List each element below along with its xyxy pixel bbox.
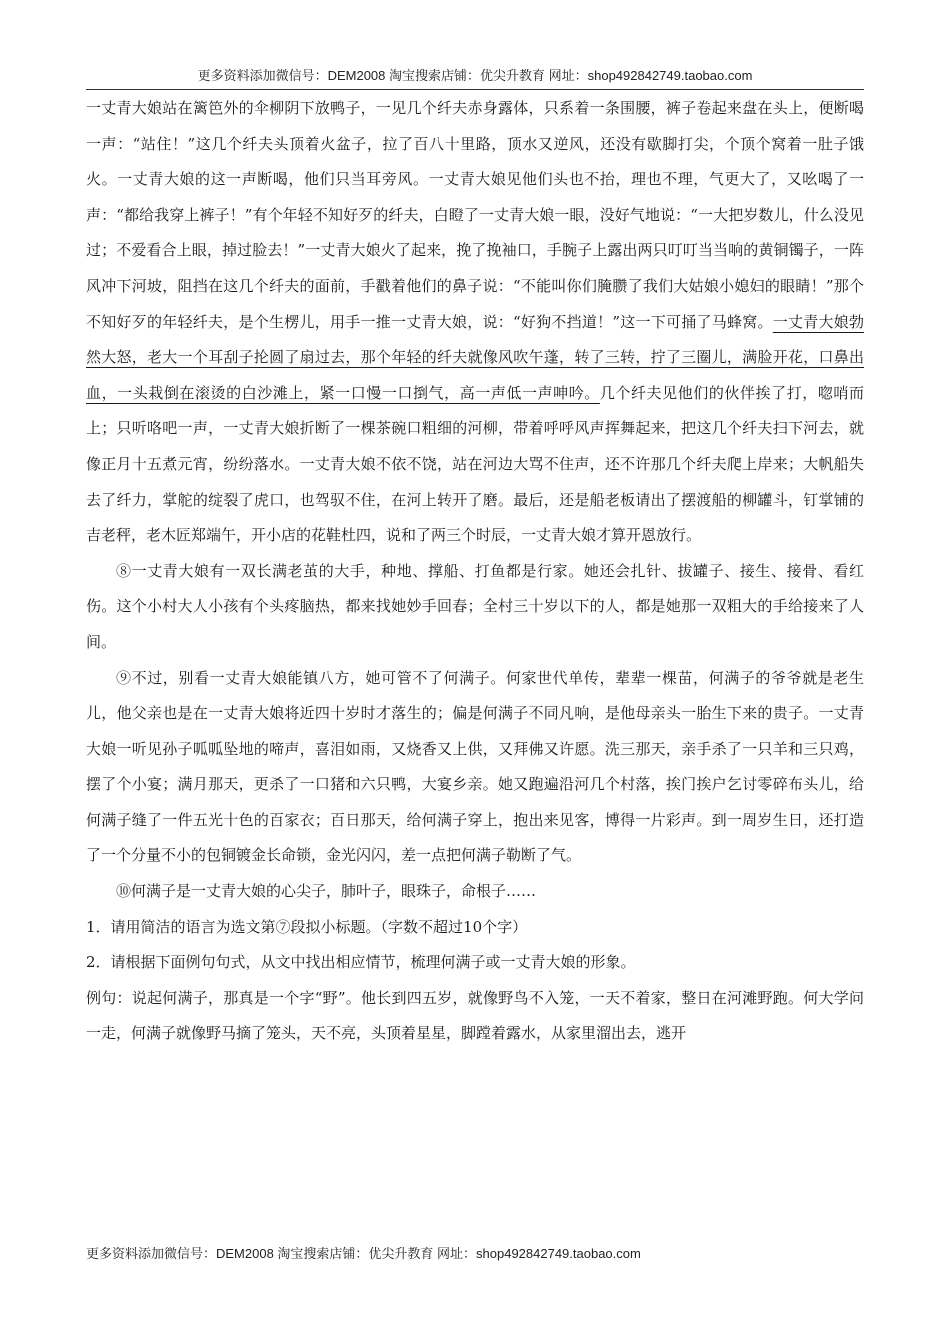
paragraph-10: ⑩何满子是一丈青大娘的心尖子，肺叶子，眼珠子，命根子…… xyxy=(116,882,537,901)
paragraph-8: ⑧一丈青大娘有一双长满老茧的大手，种地、撑船、打鱼都是行家。她还会扎针、拔罐子、接生、接骨、看红伤。这个小村大人小孩有个头疼脑热，都来找她妙手回春；全村三十岁以下的人，都是她那一双粗大的手给接来了人间。 xyxy=(86,561,864,651)
paragraph-7 xyxy=(86,91,864,554)
question-1: 1．请用简洁的语言为选文第⑦段拟小标题。（字数不超过10个字） xyxy=(86,917,528,936)
example-sentence: 例句：说起何满子，那真是一个字“野”。他长到四五岁，就像野鸟不入笼，一天不着家，整日在河滩野跑。何大学问一走，何满子就像野马摘了笼头，天不亮，头顶着星星，脚蹚着露水，从家里溜出去，逃开 xyxy=(86,988,864,1043)
header-divider xyxy=(86,89,864,90)
paragraph-7-start: 一丈青大娘站在篱笆外的伞柳阴下放鸭子，一见几个纤夫赤身露体，只系着一条围腰，裤子卷起来盘在头上，便断喝一声：“站住！”这几个纤夫头顶着火盆子，拉了百八十里路，顶水又逆风，还没有歇脚打尖，个顶个窝着一肚子饿火。一丈青大娘的这一声断喝，他们只当耳旁风。一丈青大娘见他们头也不抬，理也不理，气更大了，又吆喝了一声：“都给我穿上裤子！”有个年轻不知好歹的纤夫，白瞪了一丈青大娘一眼，没好气地说：“一大把岁数儿，什么没见过；不爱看合上眼，掉过脸去！”一丈青大娘火了起来，挽了挽袖口，手腕子上露出两只叮叮当当响的黄铜镯子，一阵风冲下河坡，阻挡在这几个纤夫的面前，手戳着他们的鼻子说：“不能叫你们腌臜了我们大姑娘小媳妇的眼睛！”那个不知好歹的年轻纤夫，是个生楞儿，用手一推一丈青大娘，说：“好狗不挡道！”这一下可捅了马蜂窝。 xyxy=(86,99,864,331)
document-body xyxy=(86,91,864,1052)
page-footer: 更多资料添加微信号：DEM2008 淘宝搜索店铺：优尖升教育 网址：shop492842749.taobao.com xyxy=(86,1246,641,1261)
paragraph-9: ⑨不过，别看一丈青大娘能镇八方，她可管不了何满子。何家世代单传，辈辈一棵苗，何满子的爷爷就是老生儿，他父亲也是在一丈青大娘将近四十岁时才落生的；偏是何满子不同凡响，是他母亲头一胎生下来的贵子。一丈青大娘一听见孙子呱呱坠地的啼声，喜泪如雨，又烧香又上供，又拜佛又许愿。洗三那天，亲手杀了一只羊和三只鸡，摆了个小宴；满月那天，更杀了一口猪和六只鸭，大宴乡亲。她又跑遍沿河几个村落，挨门挨户乞讨零碎布头儿，给何满子缝了一件五光十色的百家衣；百日那天，给何满子穿上，抱出来见客，博得一片彩声。到一周岁生日，还打造了一个分量不小的包铜镀金长命锁，金光闪闪，差一点把何满子勒断了气。 xyxy=(86,668,864,865)
paragraph-7-end: 几个纤夫见他们的伙伴挨了打，唿哨而上；只听咯吧一声，一丈青大娘折断了一棵茶碗口粗细的河柳，带着呼呼风声挥舞起来，把这几个纤夫扫下河去，就像正月十五煮元宵，纷纷落水。一丈青大娘不依不饶，站在河边大骂不住声，还不许那几个纤夫爬上岸来；大帆船失去了纤力，掌舵的绽裂了虎口，也驾驭不住，在河上转开了磨。最后，还是船老板请出了摆渡船的柳罐斗，钉掌铺的吉老秤，老木匠郑端午，开小店的花鞋杜四，说和了两三个时辰，一丈青大娘才算开恩放行。 xyxy=(86,383,864,545)
page-header: 更多资料添加微信号：DEM2008 淘宝搜索店铺：优尖升教育 网址：shop492842749.taobao.com xyxy=(197,68,753,83)
question-2: 2．请根据下面例句句式，从文中找出相应情节，梳理何满子或一丈青大娘的形象。 xyxy=(86,953,636,972)
underlined-passage: 一丈青大娘勃然大怒，老大一个耳刮子抡圆了扇过去，那个年轻的纤夫就像风吹午蓬，转了三转，拧了三圈儿，满脸开花，口鼻出血，一头栽倒在滚烫的白沙滩上，紧一口慢一口捯气，高一声低一声呻吟。 xyxy=(86,312,864,402)
